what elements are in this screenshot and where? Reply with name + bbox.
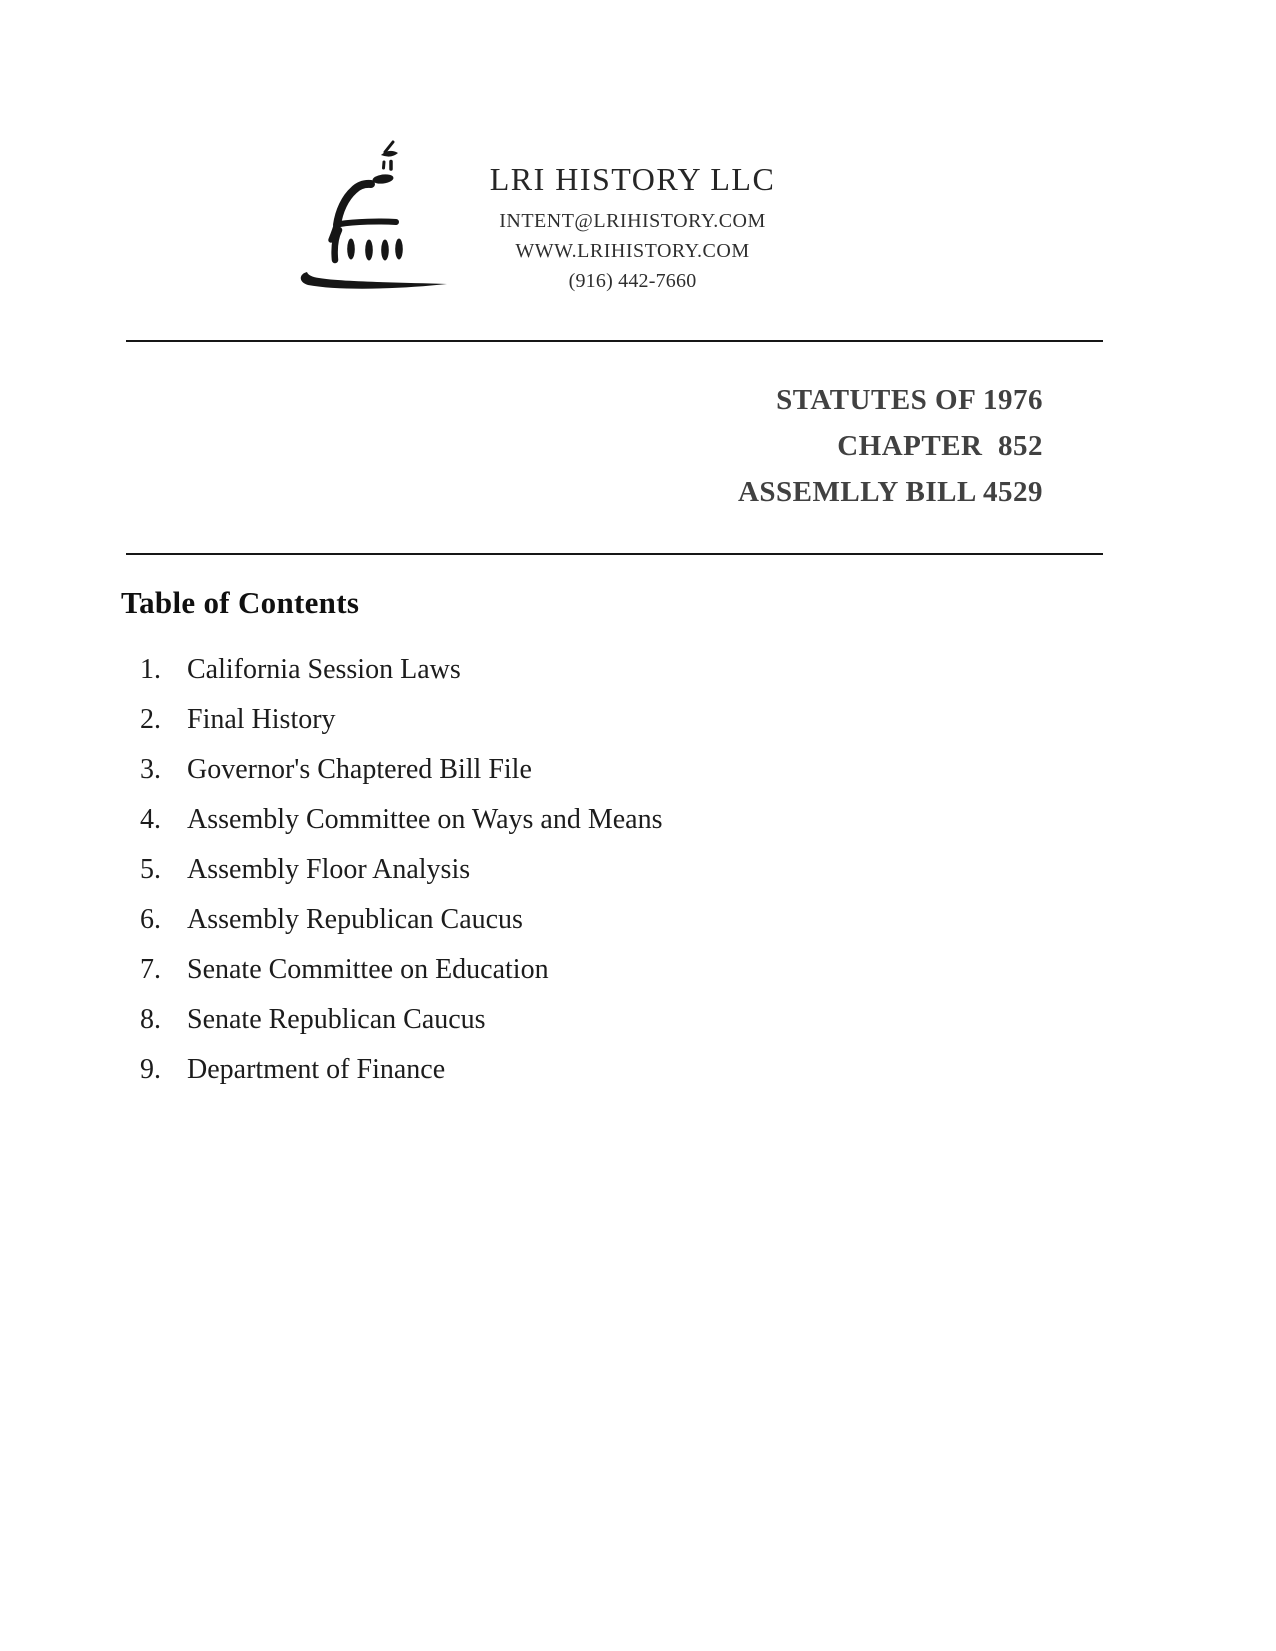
toc-item — [140, 656, 663, 684]
toc-item — [140, 956, 663, 984]
company-phone: (916) 442-7660 — [568, 270, 697, 292]
toc-item-label: California Session Laws — [187, 654, 461, 685]
toc-item-label: Governor's Chaptered Bill File — [187, 754, 532, 785]
toc-item — [140, 1056, 663, 1084]
bottom-divider — [126, 553, 1103, 555]
letterhead — [440, 160, 825, 296]
toc-item-number: 8. — [140, 1004, 161, 1035]
capitol-dome-sketch-icon — [295, 128, 460, 293]
toc-heading: Table of Contents — [121, 585, 360, 620]
capitol-dome-logo — [295, 128, 460, 293]
toc-item-label: Senate Republican Caucus — [187, 1004, 486, 1035]
toc-item — [140, 756, 663, 784]
toc-item — [140, 706, 663, 734]
toc-item — [140, 806, 663, 834]
company-email: INTENT@LRIHISTORY.COM — [499, 210, 766, 232]
toc-item-number: 9. — [140, 1054, 161, 1085]
toc-item-number: 1. — [140, 654, 161, 685]
toc-item-number: 2. — [140, 704, 161, 735]
toc-item-number: 6. — [140, 904, 161, 935]
toc-item — [140, 1006, 663, 1034]
toc-item-label: Final History — [187, 704, 336, 735]
toc-item — [140, 906, 663, 934]
toc-list — [140, 656, 663, 1106]
toc-item-label: Assembly Floor Analysis — [187, 854, 471, 885]
toc-item-label: Assembly Committee on Ways and Means — [187, 804, 663, 835]
chapter-line: CHAPTER 852 — [837, 430, 1043, 462]
company-website: WWW.LRIHISTORY.COM — [515, 240, 750, 262]
toc-item-number: 7. — [140, 954, 161, 985]
toc-item — [140, 856, 663, 884]
top-divider — [126, 340, 1103, 342]
toc-item-label: Assembly Republican Caucus — [187, 904, 523, 935]
toc-item-number: 4. — [140, 804, 161, 835]
toc-item-label: Senate Committee on Education — [187, 954, 549, 985]
company-name: LRI HISTORY LLC — [489, 161, 776, 197]
toc-item-number: 3. — [140, 754, 161, 785]
bill-line: ASSEMLLY BILL 4529 — [737, 476, 1043, 508]
toc-item-label: Department of Finance — [187, 1054, 446, 1085]
document-title-block — [738, 377, 1043, 515]
toc-item-number: 5. — [140, 854, 161, 885]
statutes-line: STATUTES OF 1976 — [776, 384, 1043, 416]
